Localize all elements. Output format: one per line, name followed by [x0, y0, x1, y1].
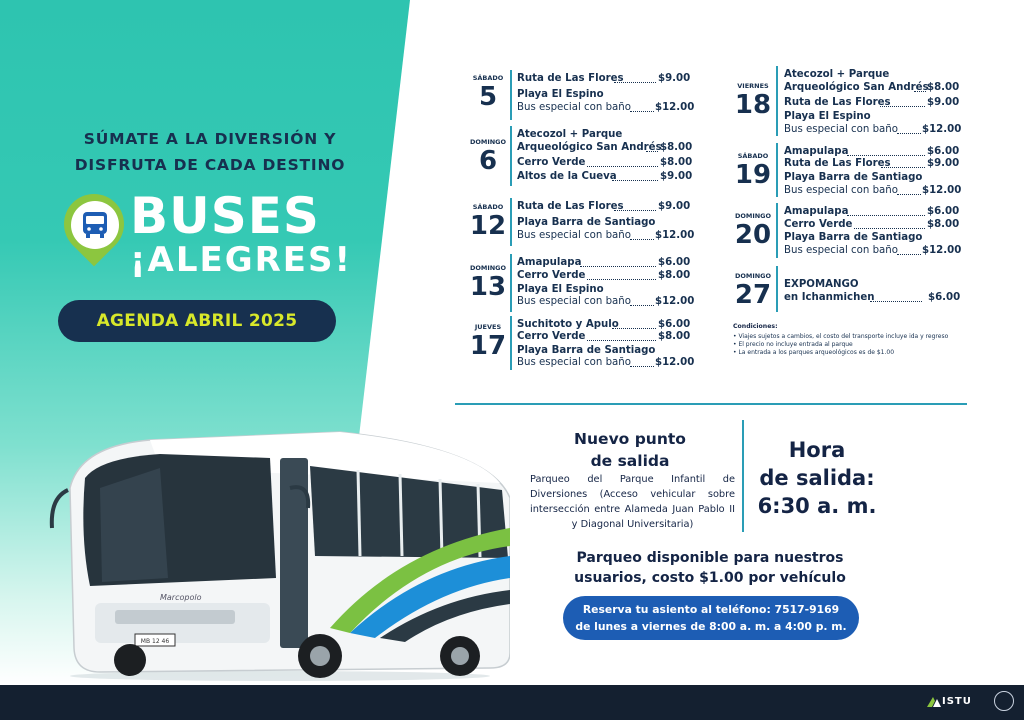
day-divider — [510, 126, 512, 186]
day-divider — [776, 143, 778, 197]
dot-leader — [847, 155, 925, 156]
departure-title-line-2: de salida — [590, 452, 670, 470]
departure-point-description: Parqueo del Parque Infantil de Diversiones (Acceso vehicular sobre intersección entre Alameda Juan Pablo II y Diagonal Universitaria) — [530, 474, 735, 530]
reservation-hours: de lunes a viernes de 8:00 a. m. a 4:00 p. m. — [575, 620, 847, 633]
trip-price: $8.00 — [660, 142, 693, 153]
trip-name: Arqueológico San Andrés — [517, 142, 662, 153]
dot-leader — [646, 151, 658, 152]
trip-name: Ruta de Las Flores — [517, 201, 624, 212]
istu-logo-icon — [927, 696, 941, 708]
trip-price: $12.00 — [922, 124, 962, 135]
trip-name: Bus especial con baño — [517, 357, 631, 368]
day-label: SÁBADO — [472, 203, 504, 211]
trip-price: $9.00 — [660, 171, 693, 182]
dot-leader — [587, 340, 656, 341]
trip-name: Bus especial con baño — [784, 245, 898, 256]
trip-price: $6.00 — [658, 257, 691, 268]
trip-price: $8.00 — [658, 270, 691, 281]
hero-subtitle: ¡ALEGRES! — [130, 240, 353, 280]
dot-leader — [614, 82, 656, 83]
trip-price: $12.00 — [655, 357, 695, 368]
trip-name: Bus especial con baño — [784, 124, 898, 135]
trip-name: Atecozol + Parque — [517, 129, 623, 140]
dot-leader — [587, 166, 658, 167]
day-number: 6 — [478, 146, 498, 176]
conditions-title: Condiciones: — [733, 323, 778, 330]
day-divider — [776, 203, 778, 258]
day-number: 20 — [734, 220, 772, 250]
trip-price: $8.00 — [660, 157, 693, 168]
trip-name: Playa Barra de Santiago — [517, 217, 656, 228]
trip-name: Playa El Espino — [517, 284, 604, 295]
trip-name: Playa El Espino — [784, 111, 871, 122]
day-label: SÁBADO — [737, 152, 769, 160]
trip-name: Bus especial con baño — [784, 185, 898, 196]
bus-brand: Marcopolo — [160, 593, 202, 602]
trip-price: $8.00 — [658, 331, 691, 342]
hero-title: BUSES — [130, 187, 320, 245]
day-number: 18 — [734, 90, 772, 120]
dot-leader — [612, 328, 656, 329]
day-number: 27 — [734, 280, 772, 310]
trip-name: Bus especial con baño — [517, 102, 631, 113]
day-number: 5 — [478, 82, 498, 112]
trip-price: $8.00 — [927, 219, 960, 230]
day-number: 19 — [734, 160, 772, 190]
istu-logo: ISTU — [942, 696, 972, 707]
section-divider — [455, 403, 967, 405]
trip-price: $6.00 — [658, 319, 691, 330]
condition-item: • El precio no incluye entrada al parque — [733, 341, 853, 348]
day-label: DOMINGO — [734, 272, 772, 280]
trip-name: Amapulapa — [784, 146, 849, 157]
trip-price: $12.00 — [655, 230, 695, 241]
dot-leader — [630, 239, 654, 240]
trip-name: Playa Barra de Santiago — [517, 345, 656, 356]
dot-leader — [880, 106, 925, 107]
trip-price: $6.00 — [928, 292, 961, 303]
bus-illustration — [40, 428, 510, 683]
day-number: 13 — [469, 272, 507, 302]
dot-leader — [630, 111, 654, 112]
tagline-line-2: DISFRUTA DE CADA DESTINO — [74, 156, 346, 174]
departure-time-line-1: Hora — [788, 438, 846, 462]
dot-leader — [870, 301, 922, 302]
day-label: DOMINGO — [734, 212, 772, 220]
dot-leader — [854, 228, 925, 229]
dot-leader — [914, 91, 926, 92]
trip-name: Ruta de Las Flores — [784, 97, 891, 108]
departure-time-line-2: de salida: — [759, 466, 875, 490]
government-seal-icon — [994, 691, 1014, 711]
dot-leader — [897, 194, 921, 195]
trip-price: $12.00 — [922, 185, 962, 196]
day-label: DOMINGO — [469, 138, 507, 146]
trip-name: Atecozol + Parque — [784, 69, 890, 80]
departure-point-title — [545, 428, 715, 472]
departure-title-line-1: Nuevo punto — [574, 430, 686, 448]
dot-leader — [897, 133, 921, 134]
trip-price: $9.00 — [927, 97, 960, 108]
day-label: VIERNES — [737, 82, 769, 90]
trip-name: Cerro Verde — [784, 219, 853, 230]
trip-name: Altos de la Cueva — [517, 171, 617, 182]
trip-name: Cerro Verde — [517, 331, 586, 342]
trip-name: Amapulapa — [784, 206, 849, 217]
trip-name: Bus especial con baño — [517, 296, 631, 307]
trip-name: Cerro Verde — [517, 270, 586, 281]
trip-price: $9.00 — [658, 201, 691, 212]
trip-name: Ruta de Las Flores — [517, 73, 624, 84]
day-divider — [510, 70, 512, 120]
bus-icon — [71, 201, 119, 249]
dot-leader — [881, 167, 925, 168]
day-label: SÁBADO — [472, 74, 504, 82]
dot-leader — [630, 305, 654, 306]
parking-line-1: Parqueo disponible para nuestros — [576, 550, 844, 566]
trip-name: EXPOMANGO — [784, 279, 859, 290]
dot-leader — [580, 266, 656, 267]
dot-leader — [614, 210, 656, 211]
agenda-badge: AGENDA ABRIL 2025 — [58, 300, 336, 342]
parking-info — [545, 548, 875, 588]
parking-line-2: usuarios, costo $1.00 por vehículo — [574, 570, 846, 586]
departure-time — [752, 436, 882, 520]
trip-name: Bus especial con baño — [517, 230, 631, 241]
tagline-line-1: SÚMATE A LA DIVERSIÓN Y — [83, 130, 337, 148]
buses-alegres-logo — [58, 187, 358, 285]
footer-bar — [0, 685, 1024, 720]
day-label: DOMINGO — [469, 264, 507, 272]
reservation-banner — [563, 596, 859, 640]
trip-name: Playa El Espino — [517, 89, 604, 100]
trip-name: Amapulapa — [517, 257, 582, 268]
trip-price: $8.00 — [927, 82, 960, 93]
trip-price: $6.00 — [927, 146, 960, 157]
day-divider — [510, 198, 512, 246]
trip-name: Ruta de Las Flores — [784, 158, 891, 169]
day-label: JUEVES — [474, 323, 502, 331]
day-divider — [776, 266, 778, 312]
trip-name: Arqueológico San Andrés — [784, 82, 929, 93]
trip-price: $6.00 — [927, 206, 960, 217]
trip-name: Cerro Verde — [517, 157, 586, 168]
trip-price: $9.00 — [658, 73, 691, 84]
dot-leader — [612, 180, 658, 181]
day-divider — [510, 254, 512, 312]
trip-name: Playa Barra de Santiago — [784, 232, 923, 243]
dot-leader — [847, 215, 925, 216]
trip-name: en Ichanmichen — [784, 292, 875, 303]
trip-price: $12.00 — [655, 102, 695, 113]
trip-price: $12.00 — [655, 296, 695, 307]
dot-leader — [630, 366, 654, 367]
trip-name: Playa Barra de Santiago — [784, 172, 923, 183]
dot-leader — [897, 254, 921, 255]
dot-leader — [587, 279, 656, 280]
day-divider — [776, 66, 778, 136]
condition-item: • La entrada a los parques arqueológicos es de $1.00 — [733, 349, 895, 356]
departure-divider — [742, 420, 744, 532]
trip-price: $12.00 — [922, 245, 962, 256]
reservation-phone: Reserva tu asiento al teléfono: 7517-9169 — [582, 603, 840, 616]
hero-tagline — [40, 126, 380, 178]
departure-time-value: 6:30 a. m. — [757, 494, 877, 518]
bus-plate: MB 12 46 — [140, 638, 170, 645]
day-number: 17 — [469, 331, 507, 361]
day-divider — [510, 316, 512, 370]
trip-price: $9.00 — [927, 158, 960, 169]
day-number: 12 — [469, 211, 507, 241]
trip-name: Suchitoto y Apulo — [517, 319, 619, 330]
condition-item: • Viajes sujetos a cambios, el costo del transporte incluye ida y regreso — [733, 333, 949, 340]
